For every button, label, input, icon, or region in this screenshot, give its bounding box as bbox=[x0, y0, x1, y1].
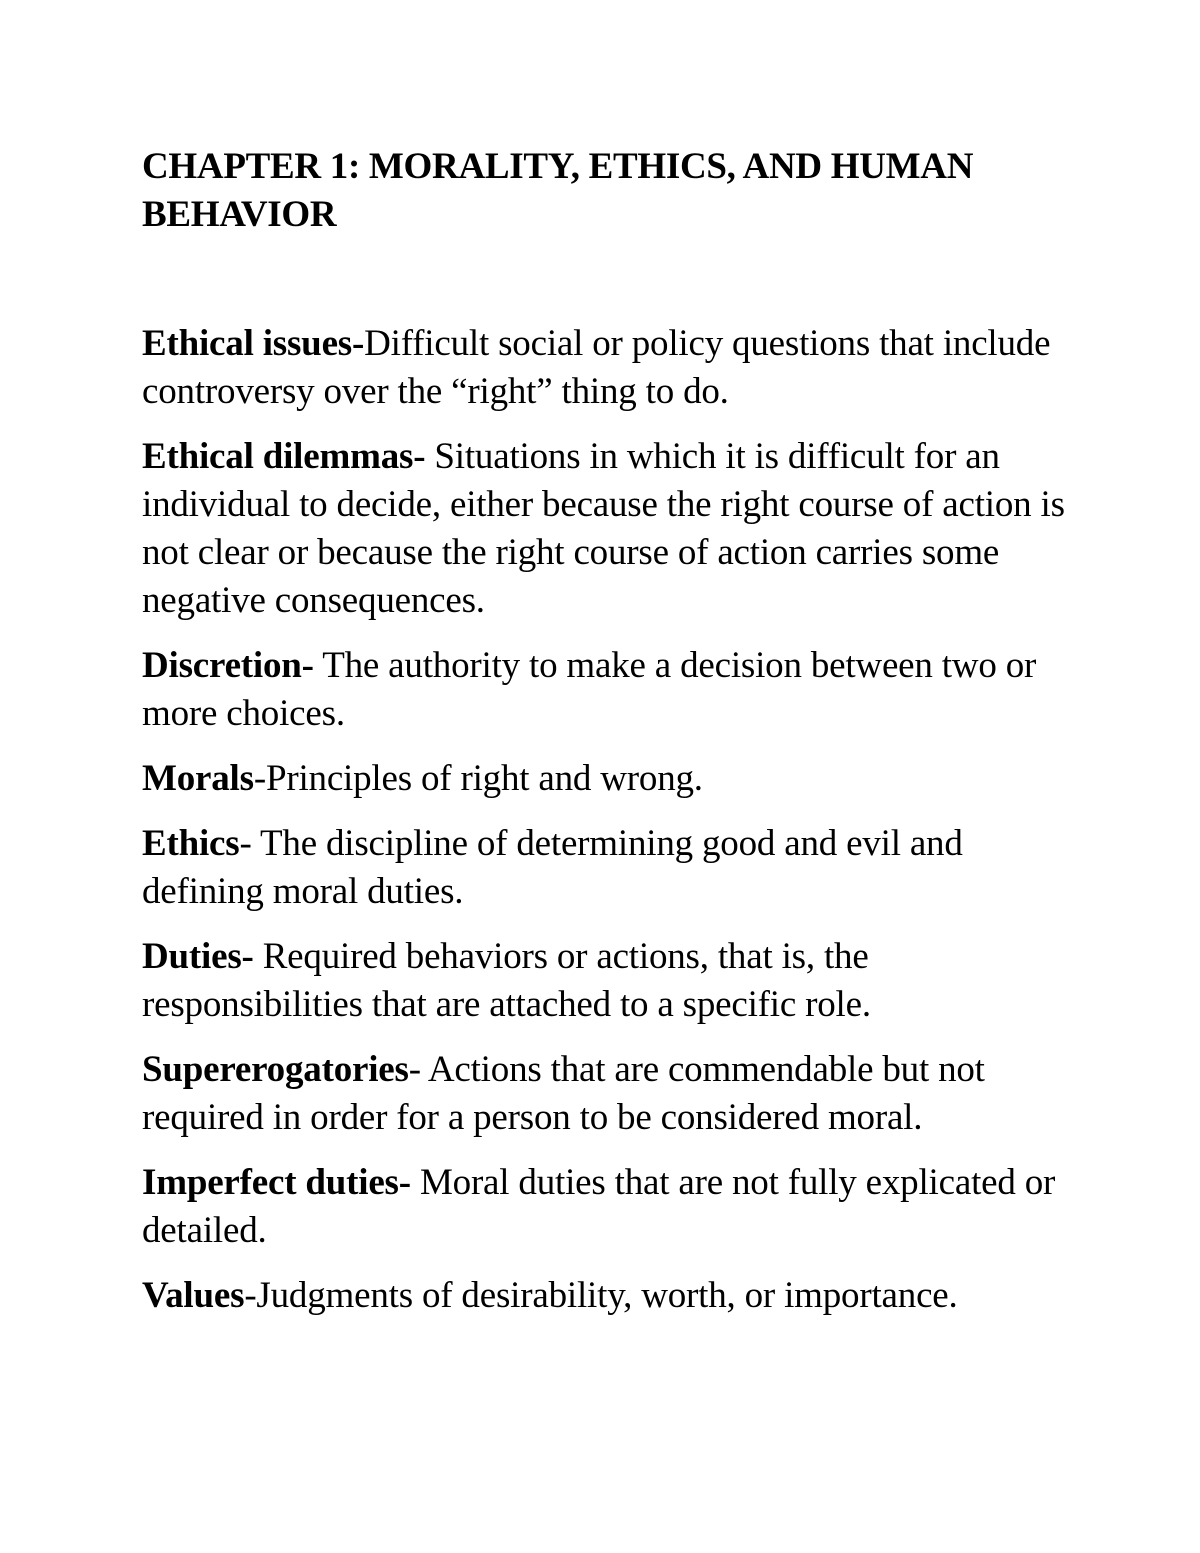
document-page bbox=[142, 143, 1072, 1337]
definition-text: - The discipline of determining good and evil and defining moral duties. bbox=[142, 823, 963, 912]
definition-list bbox=[142, 320, 1072, 1320]
definition-text: -Principles of right and wrong. bbox=[253, 758, 703, 799]
definition-duties bbox=[142, 933, 1072, 1029]
definition-imperfect-duties bbox=[142, 1159, 1072, 1255]
definition-text: -Judgments of desirability, worth, or importance. bbox=[244, 1275, 958, 1316]
term: Values bbox=[142, 1275, 245, 1316]
term: Morals bbox=[142, 758, 254, 799]
definition-text: Situations in which it is difficult for an individual to decide, either because the right course of action is not clear or because the right course of action carries some negative consequences. bbox=[142, 436, 1065, 621]
definition-ethical-issues bbox=[142, 320, 1072, 416]
term: Discretion- bbox=[142, 645, 314, 686]
term: Imperfect duties- bbox=[142, 1162, 411, 1203]
term: Duties- bbox=[142, 936, 254, 977]
definition-text: Required behaviors or actions, that is, the responsibilities that are attached to a specific role. bbox=[142, 936, 871, 1025]
definition-morals bbox=[142, 755, 1072, 803]
definition-text: - Actions that are commendable but not required in order for a person to be considered moral. bbox=[142, 1049, 985, 1138]
term: Supererogatories bbox=[142, 1049, 409, 1090]
definition-values bbox=[142, 1272, 1072, 1320]
definition-text: Moral duties that are not fully explicated or detailed. bbox=[142, 1162, 1056, 1251]
definition-ethical-dilemmas bbox=[142, 433, 1072, 625]
chapter-title: CHAPTER 1: MORALITY, ETHICS, AND HUMAN BEHAVIOR bbox=[142, 146, 974, 235]
term: Ethical dilemmas- bbox=[142, 436, 426, 477]
definition-discretion bbox=[142, 642, 1072, 738]
definition-supererogatories bbox=[142, 1046, 1072, 1142]
definition-ethics bbox=[142, 820, 1072, 916]
term: Ethical issues- bbox=[142, 323, 365, 364]
definition-text: The authority to make a decision between two or more choices. bbox=[142, 645, 1037, 734]
term: Ethics bbox=[142, 823, 240, 864]
definition-text: Difficult social or policy questions that include controversy over the “right” thing to do. bbox=[142, 323, 1051, 412]
